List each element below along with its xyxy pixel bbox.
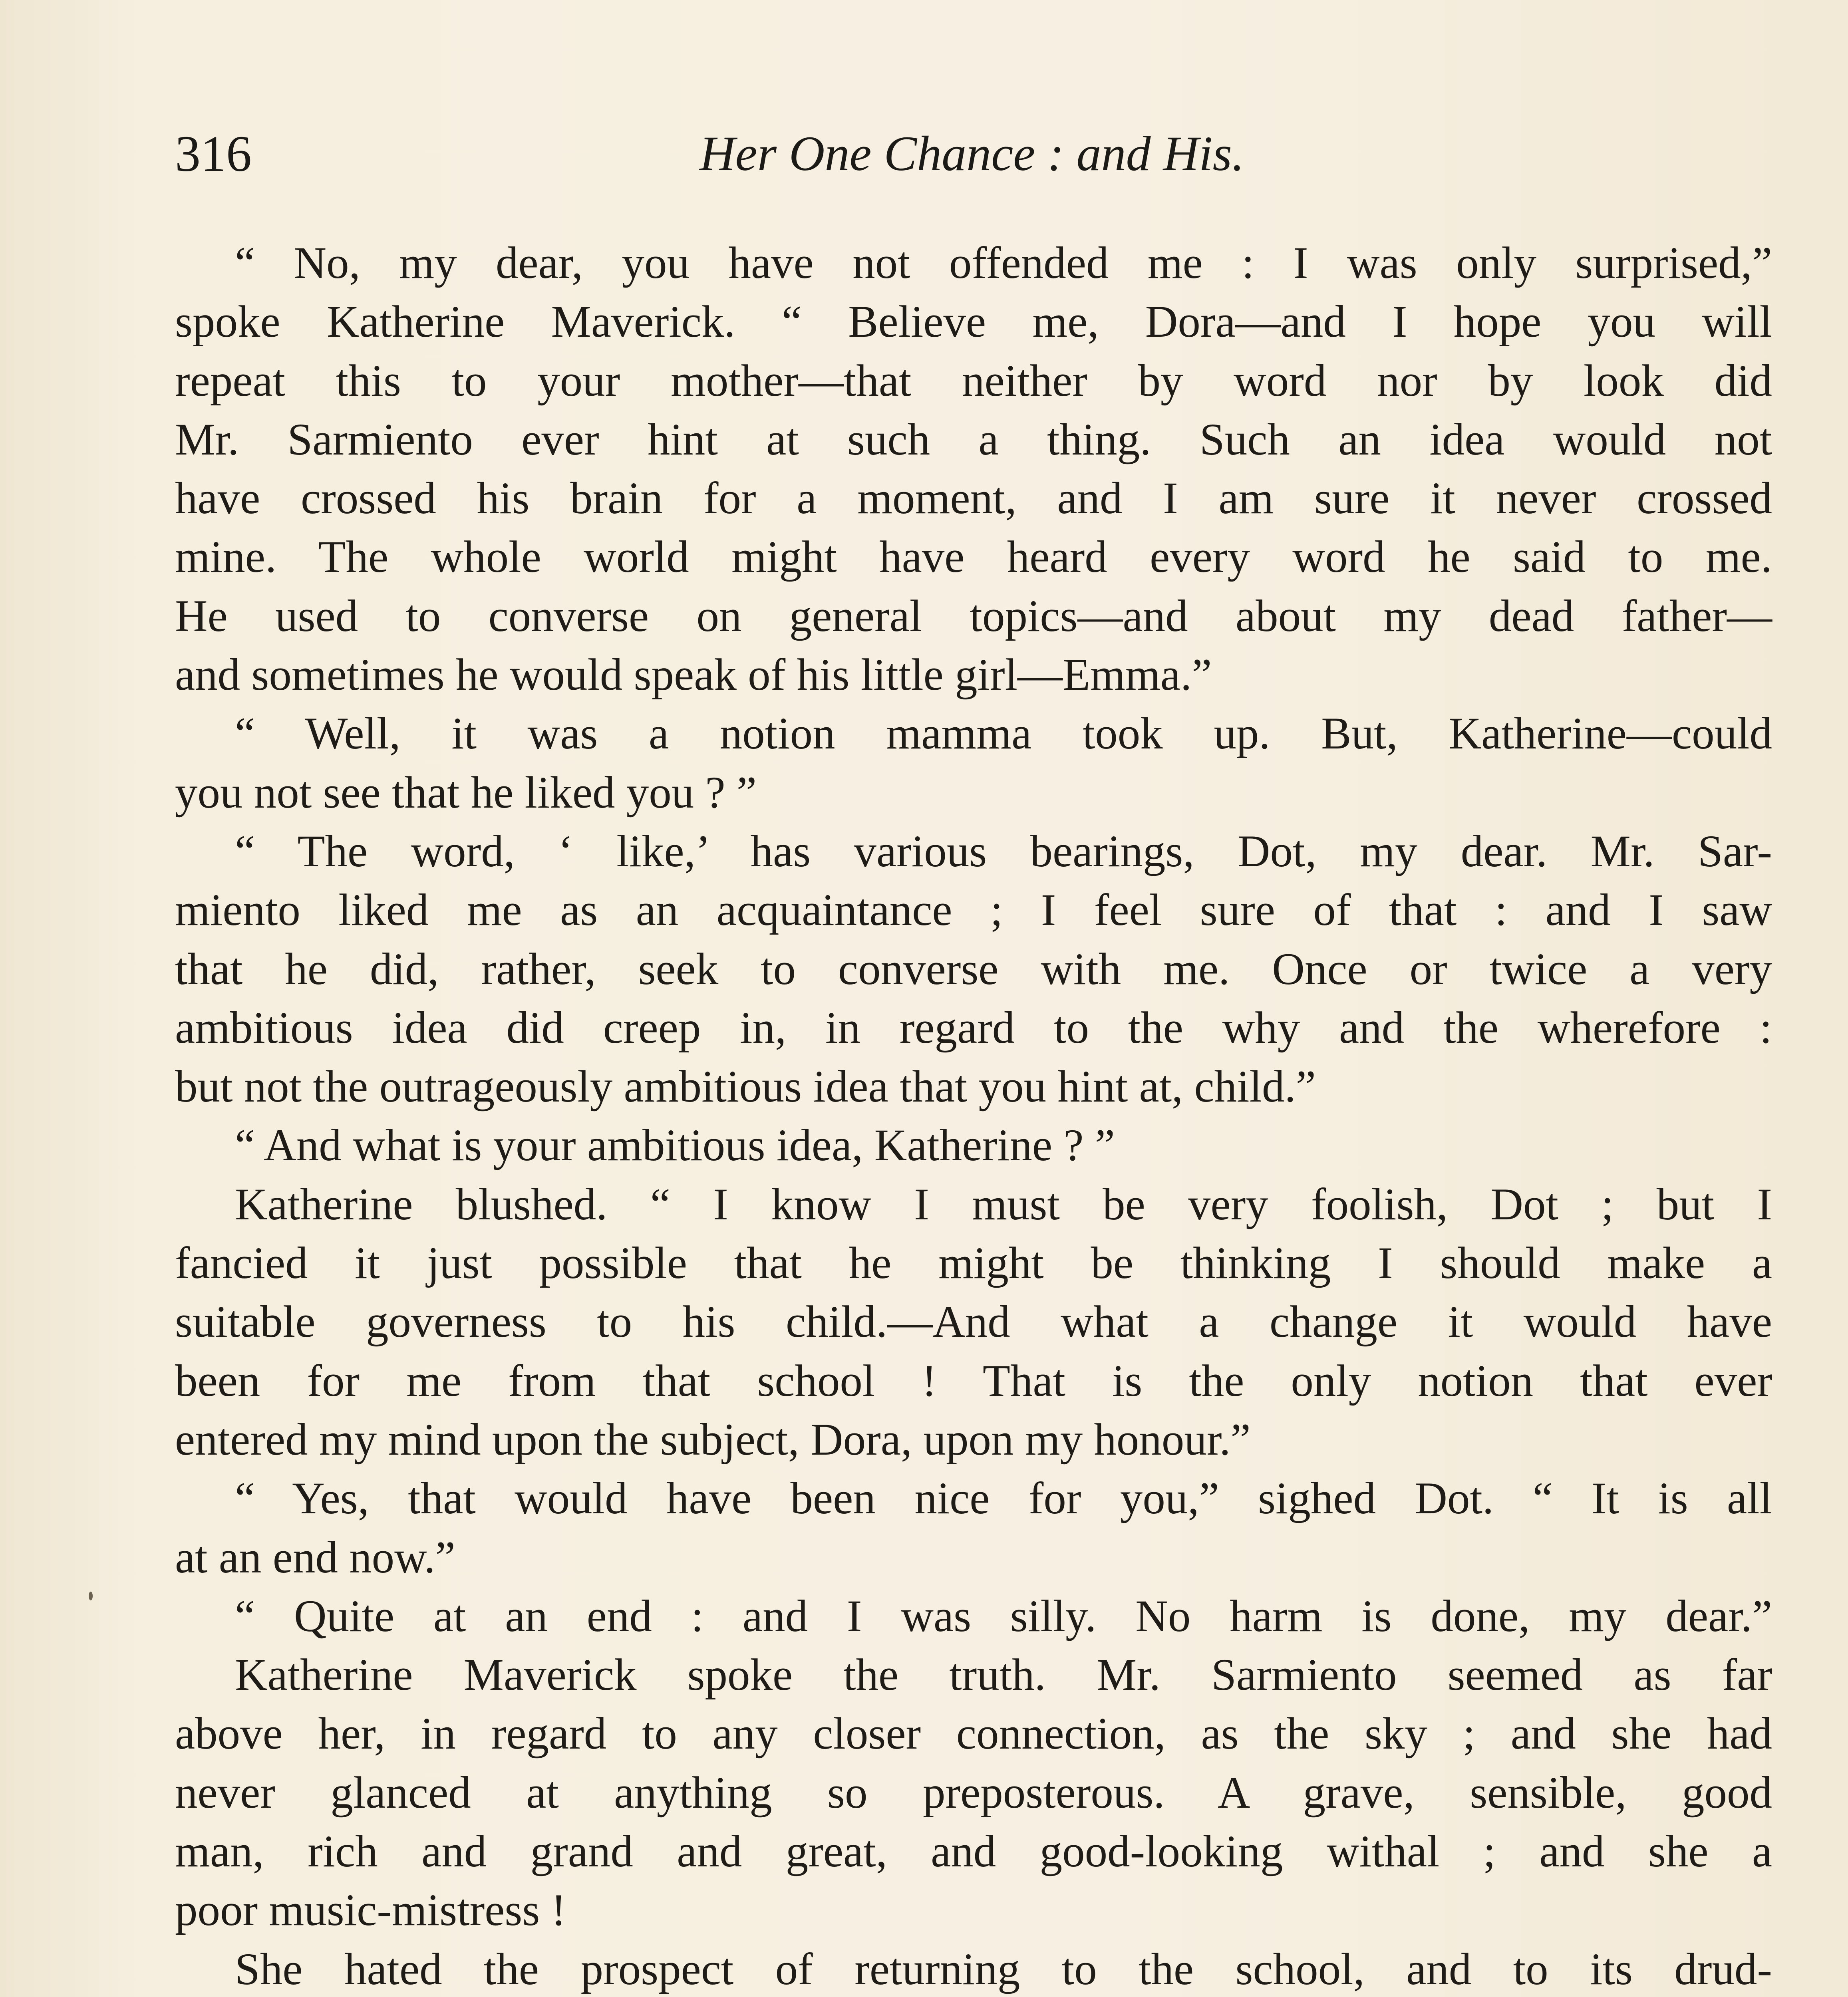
- text-line: She hated the prospect of returning to the school, and to its drud-: [235, 1944, 1772, 1994]
- text-line: at an end now.”: [175, 1532, 455, 1582]
- text-line: man, rich and grand and great, and good-looking withal ; and she a: [175, 1826, 1772, 1877]
- text-line: “ The word, ‘ like,’ has various bearings, Dot, my dear. Mr. Sar-: [235, 826, 1772, 876]
- text-line: above her, in regard to any closer connection, as the sky ; and she had: [175, 1709, 1772, 1759]
- page-number: 316: [175, 125, 252, 182]
- text-line: miento liked me as an acquaintance ; I feel sure of that : and I saw: [175, 885, 1772, 935]
- text-line: “ No, my dear, you have not offended me : I was only surprised,”: [235, 238, 1772, 288]
- text-line: have crossed his brain for a moment, and I am sure it never crossed: [175, 473, 1772, 524]
- text-line: been for me from that school ! That is the only notion that ever: [175, 1356, 1772, 1406]
- text-line: “ Well, it was a notion mamma took up. But, Katherine—could: [235, 709, 1772, 759]
- text-line: but not the outrageously ambitious idea that you hint at, child.”: [175, 1062, 1316, 1112]
- text-line: never glanced at anything so preposterous. A grave, sensible, good: [175, 1767, 1772, 1818]
- text-line: “ Quite at an end : and I was silly. No harm is done, my dear.”: [235, 1591, 1772, 1641]
- page-header: [175, 120, 1769, 188]
- text-line: “ And what is your ambitious idea, Katherine ? ”: [235, 1120, 1115, 1171]
- text-line: entered my mind upon the subject, Dora, upon my honour.”: [175, 1414, 1251, 1465]
- text-line: Katherine Maverick spoke the truth. Mr. Sarmiento seemed as far: [235, 1650, 1772, 1700]
- text-line: Katherine blushed. “ I know I must be very foolish, Dot ; but I: [235, 1179, 1772, 1229]
- text-line: spoke Katherine Maverick. “ Believe me, Dora—and I hope you will: [175, 297, 1772, 347]
- running-title: Her One Chance : and His.: [699, 126, 1244, 181]
- text-line: poor music-mistress !: [175, 1885, 566, 1935]
- body-text: [175, 234, 1772, 1997]
- text-line: that he did, rather, seek to converse with me. Once or twice a very: [175, 944, 1772, 994]
- text-line: Mr. Sarmiento ever hint at such a thing. Such an idea would not: [175, 414, 1772, 465]
- text-line: and sometimes he would speak of his little girl—Emma.”: [175, 650, 1212, 700]
- text-line: repeat this to your mother—that neither by word nor by look did: [175, 355, 1772, 406]
- text-line: suitable governess to his child.—And what a change it would have: [175, 1297, 1772, 1347]
- text-line: fancied it just possible that he might be thinking I should make a: [175, 1238, 1772, 1288]
- text-line: “ Yes, that would have been nice for you,” sighed Dot. “ It is all: [235, 1473, 1772, 1524]
- ink-speck: [89, 1592, 93, 1600]
- text-line: mine. The whole world might have heard every word he said to me.: [175, 532, 1772, 582]
- text-line: ambitious idea did creep in, in regard to the why and the wherefore :: [175, 1002, 1772, 1053]
- text-line: He used to converse on general topics—and about my dead father—: [175, 591, 1772, 641]
- text-line: you not see that he liked you ? ”: [175, 767, 757, 818]
